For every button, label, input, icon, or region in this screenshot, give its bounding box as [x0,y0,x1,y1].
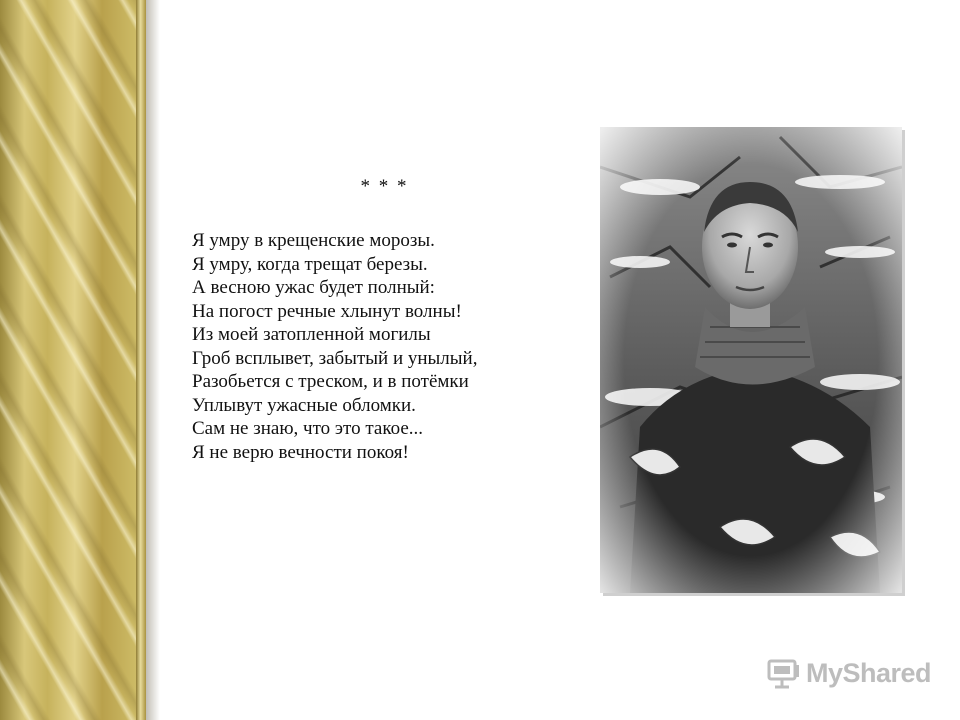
decorative-edge-shadow [146,0,160,720]
poem-line: Из моей затопленной могилы [192,324,431,345]
portrait-photo [600,127,902,593]
poem-line: Гроб всплывет, забытый и унылый, [192,347,478,369]
poem-title: * * * [360,176,409,197]
poem-line: Разобьется с треском, и в потёмки [192,371,469,392]
poem-line: Сам не знаю, что это такое... [192,418,423,439]
decorative-gold-edge [136,0,146,720]
poem-line: А весною ужас будет полный: [192,277,435,298]
poem-line: На погост речные хлынут волны! [192,300,462,322]
poem-line: Я умру в крещенские морозы. [192,230,435,251]
poem [192,176,572,464]
poem-line: Я умру, когда трещат березы. [192,253,428,275]
watermark-logo [766,655,931,691]
watermark-text: MyShared [806,657,932,688]
portrait-illustration [600,127,902,593]
decorative-gold-column [0,0,136,720]
projector-screen-icon [766,655,802,691]
poem-line: Я не верю вечности покоя! [192,441,409,463]
poem-lines [192,229,572,464]
poem-line: Уплывут ужасные обломки. [192,394,416,416]
